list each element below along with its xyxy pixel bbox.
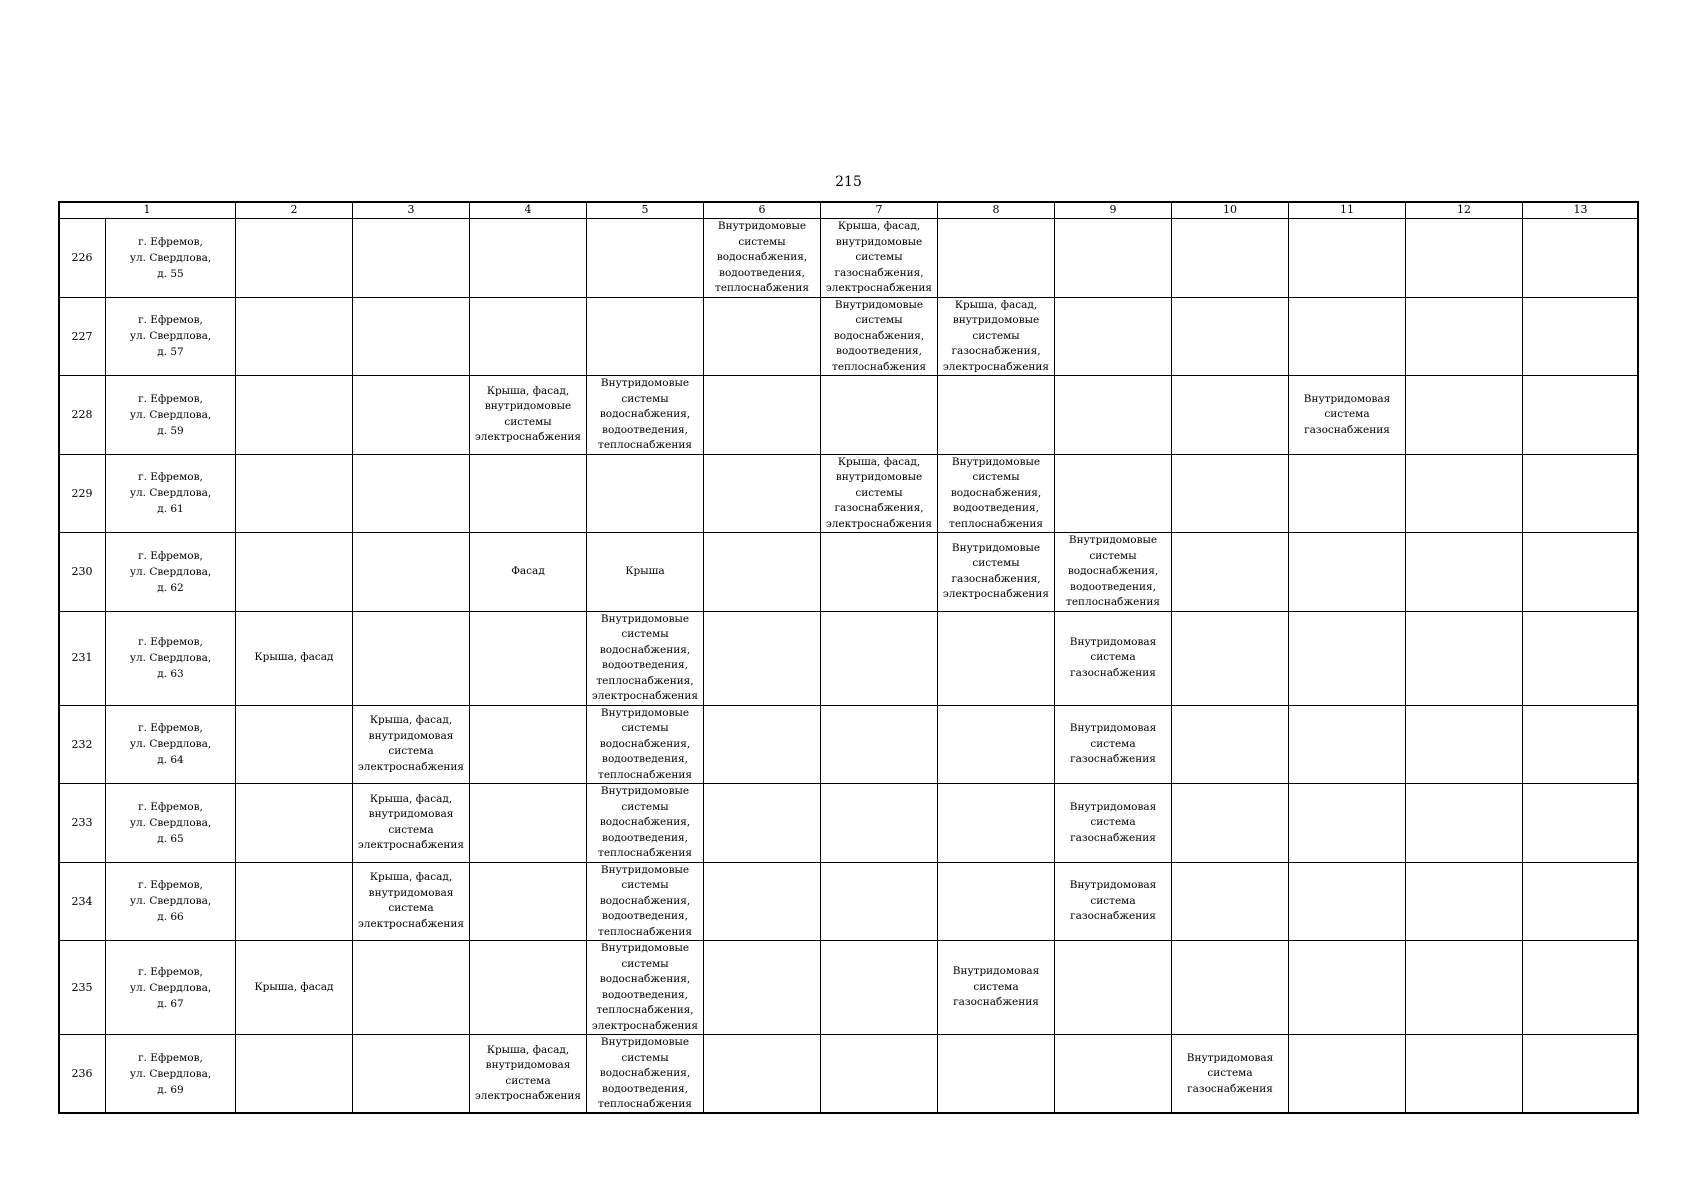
work-cell-col-6 bbox=[704, 376, 821, 455]
work-cell-col-13 bbox=[1523, 297, 1639, 376]
page-number: 215 bbox=[835, 174, 862, 190]
work-cell-col-8: Внутридомовая система газоснабжения bbox=[938, 941, 1055, 1035]
work-cell-col-9 bbox=[1055, 941, 1172, 1035]
work-cell-col-12 bbox=[1406, 219, 1523, 298]
work-cell-col-6: Внутридомовые системы водоснабжения, водоотведения, теплоснабжения bbox=[704, 219, 821, 298]
work-cell-col-9: Внутридомовые системы водоснабжения, водоотведения, теплоснабжения bbox=[1055, 533, 1172, 612]
work-cell-col-7: Крыша, фасад, внутридомовые системы газоснабжения, электроснабжения bbox=[821, 219, 938, 298]
work-cell-col-7 bbox=[821, 376, 938, 455]
work-cell-col-8 bbox=[938, 705, 1055, 784]
work-cell-col-10 bbox=[1172, 454, 1289, 533]
work-cell-col-8 bbox=[938, 219, 1055, 298]
table-row bbox=[59, 784, 1639, 863]
work-cell-col-2 bbox=[236, 533, 353, 612]
table-row bbox=[59, 862, 1639, 941]
work-cell-col-4 bbox=[470, 941, 587, 1035]
work-cell-col-8 bbox=[938, 1035, 1055, 1114]
row-number-cell: 226 bbox=[59, 219, 106, 298]
work-cell-col-11 bbox=[1289, 705, 1406, 784]
work-cell-col-6 bbox=[704, 784, 821, 863]
work-cell-col-12 bbox=[1406, 705, 1523, 784]
work-cell-col-9 bbox=[1055, 376, 1172, 455]
table-row bbox=[59, 533, 1639, 612]
address-cell: г. Ефремов, ул. Свердлова, д. 69 bbox=[106, 1035, 236, 1114]
work-cell-col-3: Крыша, фасад, внутридомовая система электроснабжения bbox=[353, 784, 470, 863]
work-cell-col-4 bbox=[470, 705, 587, 784]
work-cell-col-6 bbox=[704, 1035, 821, 1114]
work-cell-col-10 bbox=[1172, 611, 1289, 705]
work-cell-col-7 bbox=[821, 1035, 938, 1114]
column-header-12: 12 bbox=[1406, 202, 1523, 219]
work-cell-col-2: Крыша, фасад bbox=[236, 611, 353, 705]
work-cell-col-2 bbox=[236, 784, 353, 863]
table-row bbox=[59, 376, 1639, 455]
work-cell-col-2 bbox=[236, 297, 353, 376]
row-number-cell: 230 bbox=[59, 533, 106, 612]
work-cell-col-5: Внутридомовые системы водоснабжения, водоотведения, теплоснабжения bbox=[587, 1035, 704, 1114]
work-cell-col-11 bbox=[1289, 533, 1406, 612]
work-cell-col-10 bbox=[1172, 862, 1289, 941]
work-cell-col-7 bbox=[821, 533, 938, 612]
work-cell-col-6 bbox=[704, 533, 821, 612]
work-cell-col-4 bbox=[470, 297, 587, 376]
column-header-6: 6 bbox=[704, 202, 821, 219]
work-cell-col-6 bbox=[704, 862, 821, 941]
address-cell: г. Ефремов, ул. Свердлова, д. 59 bbox=[106, 376, 236, 455]
work-cell-col-3 bbox=[353, 219, 470, 298]
work-cell-col-10 bbox=[1172, 297, 1289, 376]
work-cell-col-4 bbox=[470, 784, 587, 863]
work-cell-col-5: Внутридомовые системы водоснабжения, водоотведения, теплоснабжения bbox=[587, 862, 704, 941]
work-cell-col-3: Крыша, фасад, внутридомовая система электроснабжения bbox=[353, 862, 470, 941]
work-cell-col-12 bbox=[1406, 297, 1523, 376]
work-cell-col-10 bbox=[1172, 784, 1289, 863]
row-number-cell: 233 bbox=[59, 784, 106, 863]
row-number-cell: 229 bbox=[59, 454, 106, 533]
work-cell-col-3 bbox=[353, 611, 470, 705]
row-number-cell: 227 bbox=[59, 297, 106, 376]
work-cell-col-7 bbox=[821, 941, 938, 1035]
column-header-7: 7 bbox=[821, 202, 938, 219]
work-cell-col-8 bbox=[938, 784, 1055, 863]
work-cell-col-2 bbox=[236, 1035, 353, 1114]
work-cell-col-13 bbox=[1523, 611, 1639, 705]
work-cell-col-9 bbox=[1055, 297, 1172, 376]
work-cell-col-8: Внутридомовые системы газоснабжения, электроснабжения bbox=[938, 533, 1055, 612]
work-cell-col-12 bbox=[1406, 376, 1523, 455]
work-cell-col-4 bbox=[470, 611, 587, 705]
work-cell-col-13 bbox=[1523, 376, 1639, 455]
work-cell-col-5: Внутридомовые системы водоснабжения, водоотведения, теплоснабжения, электроснабжения bbox=[587, 941, 704, 1035]
work-cell-col-3 bbox=[353, 941, 470, 1035]
work-cell-col-11 bbox=[1289, 297, 1406, 376]
work-cell-col-11 bbox=[1289, 611, 1406, 705]
work-cell-col-2 bbox=[236, 219, 353, 298]
column-header-3: 3 bbox=[353, 202, 470, 219]
work-cell-col-5: Внутридомовые системы водоснабжения, водоотведения, теплоснабжения bbox=[587, 705, 704, 784]
row-number-cell: 231 bbox=[59, 611, 106, 705]
work-cell-col-11: Внутридомовая система газоснабжения bbox=[1289, 376, 1406, 455]
work-cell-col-8: Крыша, фасад, внутридомовые системы газоснабжения, электроснабжения bbox=[938, 297, 1055, 376]
work-cell-col-13 bbox=[1523, 1035, 1639, 1114]
work-cell-col-13 bbox=[1523, 941, 1639, 1035]
address-cell: г. Ефремов, ул. Свердлова, д. 61 bbox=[106, 454, 236, 533]
work-cell-col-10 bbox=[1172, 533, 1289, 612]
table-row bbox=[59, 454, 1639, 533]
work-cell-col-9: Внутридомовая система газоснабжения bbox=[1055, 784, 1172, 863]
work-cell-col-13 bbox=[1523, 784, 1639, 863]
work-cell-col-5: Крыша bbox=[587, 533, 704, 612]
column-header-10: 10 bbox=[1172, 202, 1289, 219]
table-row bbox=[59, 219, 1639, 298]
column-header-4: 4 bbox=[470, 202, 587, 219]
work-cell-col-9 bbox=[1055, 1035, 1172, 1114]
work-cell-col-2 bbox=[236, 376, 353, 455]
work-cell-col-4 bbox=[470, 454, 587, 533]
work-cell-col-3 bbox=[353, 454, 470, 533]
work-cell-col-7 bbox=[821, 862, 938, 941]
row-number-cell: 235 bbox=[59, 941, 106, 1035]
column-header-9: 9 bbox=[1055, 202, 1172, 219]
work-cell-col-2 bbox=[236, 454, 353, 533]
work-cell-col-10 bbox=[1172, 705, 1289, 784]
work-cell-col-7 bbox=[821, 705, 938, 784]
address-cell: г. Ефремов, ул. Свердлова, д. 67 bbox=[106, 941, 236, 1035]
work-cell-col-8 bbox=[938, 862, 1055, 941]
work-cell-col-8 bbox=[938, 376, 1055, 455]
work-cell-col-9: Внутридомовая система газоснабжения bbox=[1055, 611, 1172, 705]
work-cell-col-4: Фасад bbox=[470, 533, 587, 612]
table-row bbox=[59, 941, 1639, 1035]
work-cell-col-11 bbox=[1289, 454, 1406, 533]
work-cell-col-13 bbox=[1523, 705, 1639, 784]
table-row bbox=[59, 297, 1639, 376]
work-cell-col-3 bbox=[353, 1035, 470, 1114]
work-cell-col-10: Внутридомовая система газоснабжения bbox=[1172, 1035, 1289, 1114]
address-cell: г. Ефремов, ул. Свердлова, д. 64 bbox=[106, 705, 236, 784]
work-cell-col-6 bbox=[704, 611, 821, 705]
row-number-cell: 234 bbox=[59, 862, 106, 941]
work-cell-col-7: Внутридомовые системы водоснабжения, водоотведения, теплоснабжения bbox=[821, 297, 938, 376]
address-cell: г. Ефремов, ул. Свердлова, д. 57 bbox=[106, 297, 236, 376]
work-cell-col-9 bbox=[1055, 454, 1172, 533]
work-cell-col-9 bbox=[1055, 219, 1172, 298]
work-cell-col-11 bbox=[1289, 862, 1406, 941]
repair-schedule-table bbox=[58, 201, 1639, 1114]
work-cell-col-9: Внутридомовая система газоснабжения bbox=[1055, 862, 1172, 941]
work-cell-col-5 bbox=[587, 219, 704, 298]
work-cell-col-5 bbox=[587, 297, 704, 376]
work-cell-col-6 bbox=[704, 297, 821, 376]
work-cell-col-13 bbox=[1523, 454, 1639, 533]
row-number-cell: 236 bbox=[59, 1035, 106, 1114]
address-cell: г. Ефремов, ул. Свердлова, д. 62 bbox=[106, 533, 236, 612]
table-row bbox=[59, 611, 1639, 705]
work-cell-col-11 bbox=[1289, 1035, 1406, 1114]
work-cell-col-6 bbox=[704, 705, 821, 784]
work-cell-col-7 bbox=[821, 784, 938, 863]
work-cell-col-6 bbox=[704, 454, 821, 533]
table-body bbox=[59, 219, 1639, 1114]
work-cell-col-13 bbox=[1523, 862, 1639, 941]
work-cell-col-8 bbox=[938, 611, 1055, 705]
work-cell-col-3: Крыша, фасад, внутридомовая система электроснабжения bbox=[353, 705, 470, 784]
column-number-row bbox=[59, 202, 1639, 219]
row-number-cell: 228 bbox=[59, 376, 106, 455]
column-header-11: 11 bbox=[1289, 202, 1406, 219]
row-number-cell: 232 bbox=[59, 705, 106, 784]
address-cell: г. Ефремов, ул. Свердлова, д. 55 bbox=[106, 219, 236, 298]
work-cell-col-11 bbox=[1289, 784, 1406, 863]
work-cell-col-2: Крыша, фасад bbox=[236, 941, 353, 1035]
work-cell-col-4: Крыша, фасад, внутридомовые системы электроснабжения bbox=[470, 376, 587, 455]
work-cell-col-12 bbox=[1406, 1035, 1523, 1114]
work-cell-col-13 bbox=[1523, 533, 1639, 612]
work-cell-col-3 bbox=[353, 533, 470, 612]
column-header-8: 8 bbox=[938, 202, 1055, 219]
work-cell-col-3 bbox=[353, 376, 470, 455]
work-cell-col-13 bbox=[1523, 219, 1639, 298]
work-cell-col-5 bbox=[587, 454, 704, 533]
work-cell-col-11 bbox=[1289, 941, 1406, 1035]
table-row bbox=[59, 705, 1639, 784]
work-cell-col-12 bbox=[1406, 533, 1523, 612]
address-cell: г. Ефремов, ул. Свердлова, д. 65 bbox=[106, 784, 236, 863]
work-cell-col-5: Внутридомовые системы водоснабжения, водоотведения, теплоснабжения, электроснабжения bbox=[587, 611, 704, 705]
work-cell-col-5: Внутридомовые системы водоснабжения, водоотведения, теплоснабжения bbox=[587, 376, 704, 455]
work-cell-col-6 bbox=[704, 941, 821, 1035]
column-header-5: 5 bbox=[587, 202, 704, 219]
work-cell-col-12 bbox=[1406, 784, 1523, 863]
work-cell-col-4 bbox=[470, 862, 587, 941]
work-cell-col-3 bbox=[353, 297, 470, 376]
table-row bbox=[59, 1035, 1639, 1114]
column-header-1: 1 bbox=[59, 202, 236, 219]
column-header-13: 13 bbox=[1523, 202, 1639, 219]
work-cell-col-10 bbox=[1172, 219, 1289, 298]
work-cell-col-12 bbox=[1406, 941, 1523, 1035]
work-cell-col-2 bbox=[236, 862, 353, 941]
work-cell-col-4: Крыша, фасад, внутридомовая система электроснабжения bbox=[470, 1035, 587, 1114]
work-cell-col-5: Внутридомовые системы водоснабжения, водоотведения, теплоснабжения bbox=[587, 784, 704, 863]
work-cell-col-10 bbox=[1172, 376, 1289, 455]
work-cell-col-12 bbox=[1406, 611, 1523, 705]
work-cell-col-9: Внутридомовая система газоснабжения bbox=[1055, 705, 1172, 784]
address-cell: г. Ефремов, ул. Свердлова, д. 63 bbox=[106, 611, 236, 705]
work-cell-col-10 bbox=[1172, 941, 1289, 1035]
work-cell-col-4 bbox=[470, 219, 587, 298]
work-cell-col-12 bbox=[1406, 862, 1523, 941]
work-cell-col-7 bbox=[821, 611, 938, 705]
column-header-2: 2 bbox=[236, 202, 353, 219]
address-cell: г. Ефремов, ул. Свердлова, д. 66 bbox=[106, 862, 236, 941]
work-cell-col-12 bbox=[1406, 454, 1523, 533]
work-cell-col-7: Крыша, фасад, внутридомовые системы газоснабжения, электроснабжения bbox=[821, 454, 938, 533]
work-cell-col-8: Внутридомовые системы водоснабжения, водоотведения, теплоснабжения bbox=[938, 454, 1055, 533]
work-cell-col-2 bbox=[236, 705, 353, 784]
work-cell-col-11 bbox=[1289, 219, 1406, 298]
